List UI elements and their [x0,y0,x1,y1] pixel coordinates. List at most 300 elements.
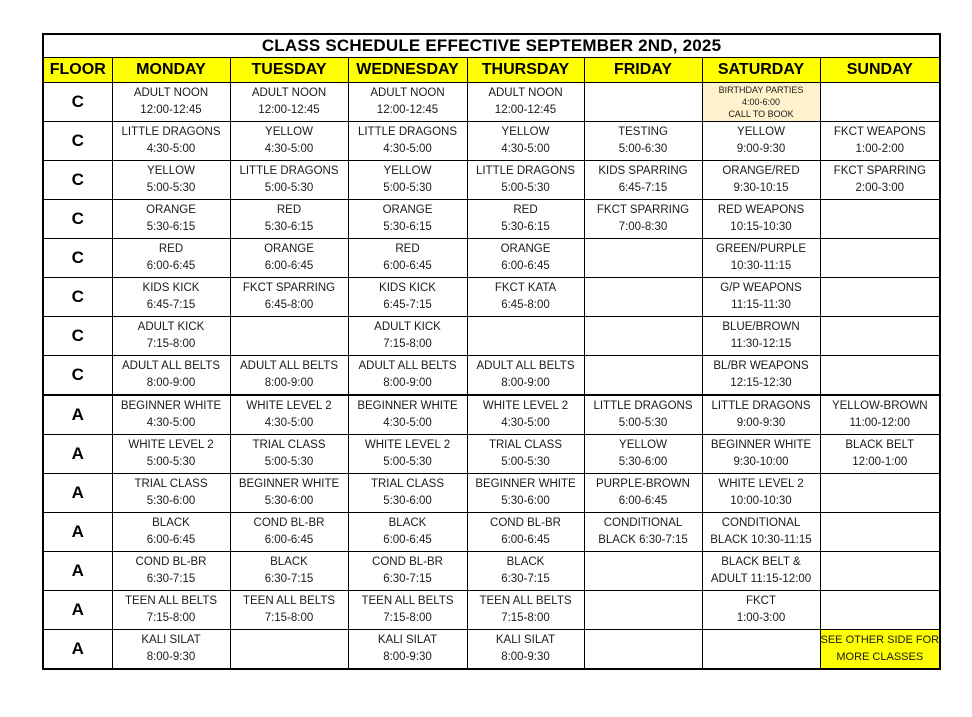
class-detail: 8:00-9:00 [383,377,432,389]
class-detail: 5:00-5:30 [618,417,668,429]
class-detail: 6:00-6:45 [146,534,196,546]
class-cell-friday [584,591,702,630]
class-name: BLACK [152,517,190,529]
class-name: CONDITIONAL [603,517,683,529]
header-thursday: THURSDAY [467,58,584,83]
schedule-row [43,200,940,239]
class-name: SEE OTHER SIDE FOR [820,634,940,646]
class-cell-sunday [820,161,940,200]
class-name: G/P WEAPONS [720,282,802,294]
class-cell-wednesday [348,83,467,122]
class-cell-sunday [820,83,940,122]
class-name: BLACK [388,517,427,529]
class-cell-thursday [467,474,584,513]
class-cell-friday [584,356,702,396]
class-name: TEEN ALL BELTS [124,595,218,607]
class-cell-monday [112,591,230,630]
class-cell-tuesday [230,161,348,200]
class-name: TESTING [618,126,668,138]
class-cell-monday [112,435,230,474]
class-cell-monday [112,513,230,552]
class-cell-sunday [820,591,940,630]
class-cell-saturday [702,395,820,435]
class-name: COND BL-BR [372,556,443,568]
class-cell-thursday [467,317,584,356]
class-cell-sunday [820,474,940,513]
class-cell-wednesday [348,435,467,474]
floor-cell: A [43,435,112,474]
class-detail: 9:00-9:30 [736,417,786,429]
class-name: BLACK BELT & [721,556,801,568]
class-detail: 6:45-7:15 [383,299,432,311]
class-cell-wednesday [348,278,467,317]
class-detail: 10:00-10:30 [730,495,792,507]
class-name: TRIAL CLASS [370,478,445,490]
class-cell-friday [584,474,702,513]
class-cell-sunday [820,239,940,278]
class-cell-tuesday [230,278,348,317]
class-name: TEEN ALL BELTS [242,595,336,607]
class-detail: 5:30-6:00 [383,495,432,507]
class-name: TEEN ALL BELTS [479,595,572,607]
schedule-row [43,513,940,552]
class-name: RED [158,243,184,255]
class-detail: 5:30-6:00 [264,495,314,507]
class-cell-saturday [702,317,820,356]
class-cell-sunday [820,122,940,161]
class-detail: 6:00-6:45 [264,534,314,546]
class-detail: BLACK 6:30-7:15 [598,534,688,546]
class-detail: 9:30-10:00 [733,456,789,468]
class-detail: 7:15-8:00 [146,612,196,624]
header-friday: FRIDAY [584,58,702,83]
class-cell-tuesday [230,552,348,591]
class-cell-monday [112,83,230,122]
schedule-row [43,435,940,474]
class-name: LITTLE DRAGONS [239,165,339,177]
floor-cell: C [43,200,112,239]
class-cell-monday [112,552,230,591]
class-detail: MORE CLASSES [836,651,924,663]
class-name: TRIAL CLASS [488,439,563,451]
class-name: PURPLE-BROWN [596,478,690,490]
class-detail: 5:00-5:30 [264,456,314,468]
class-cell-saturday [702,161,820,200]
class-cell-saturday [702,200,820,239]
class-detail: 11:30-12:15 [730,338,792,350]
floor-cell: A [43,513,112,552]
header-sunday: SUNDAY [820,58,940,83]
class-cell-tuesday [230,83,348,122]
class-detail: 6:45-8:00 [264,299,314,311]
class-detail: 5:00-5:30 [383,456,432,468]
class-detail: 8:00-9:30 [501,651,550,663]
floor-cell: C [43,239,112,278]
class-name: ORANGE [500,243,551,255]
schedule-row [43,122,940,161]
class-cell-thursday [467,435,584,474]
class-cell-friday [584,395,702,435]
class-cell-wednesday [348,630,467,670]
class-cell-saturday [702,435,820,474]
class-detail: 6:45-8:00 [501,299,550,311]
class-cell-thursday [467,122,584,161]
class-cell-wednesday [348,474,467,513]
class-name: ADULT KICK [137,321,205,333]
class-cell-tuesday [230,591,348,630]
class-cell-saturday [702,513,820,552]
class-detail: 5:30-6:15 [264,221,314,233]
class-cell-saturday [702,474,820,513]
class-name: ADULT NOON [370,87,445,99]
class-detail: 7:00-8:30 [618,221,668,233]
class-cell-monday [112,161,230,200]
class-detail: 8:00-9:00 [264,377,314,389]
class-detail: 4:30-5:00 [264,417,314,429]
class-cell-tuesday [230,317,348,356]
class-cell-saturday [702,630,820,670]
class-name: WHITE LEVEL 2 [364,439,451,451]
class-name: FKCT SPARRING [833,165,926,177]
class-detail: 12:00-12:45 [258,104,320,116]
class-name: ADULT NOON [133,87,209,99]
class-name: ADULT ALL BELTS [476,360,575,372]
class-cell-wednesday [348,239,467,278]
class-name: YELLOW [737,126,785,138]
class-name: YELLOW [265,126,313,138]
class-name: BEGINNER WHITE [357,400,458,412]
class-detail: 12:15-12:30 [730,377,792,389]
class-name: ORANGE [382,204,433,216]
class-detail: 6:30-7:15 [146,573,196,585]
class-name: FKCT SPARRING [242,282,336,294]
class-detail: 4:30-5:00 [264,143,314,155]
class-name: LITTLE DRAGONS [475,165,576,177]
class-detail: 4:30-5:00 [383,417,432,429]
class-cell-friday [584,630,702,670]
class-cell-wednesday [348,395,467,435]
class-detail: 6:45-7:15 [618,182,668,194]
class-cell-sunday [820,395,940,435]
class-name: WHITE LEVEL 2 [718,478,804,490]
class-name: TRIAL CLASS [252,439,326,451]
class-name: YELLOW [383,165,432,177]
class-detail: 2:00-3:00 [855,182,905,194]
class-detail: 4:00-6:00 [741,97,781,107]
class-name: LITTLE DRAGONS [121,126,221,138]
class-name: COND BL-BR [135,556,207,568]
class-name: KIDS SPARRING [598,165,688,177]
floor-cell: C [43,317,112,356]
class-detail: 8:00-9:00 [146,377,196,389]
class-name: LITTLE DRAGONS [711,400,811,412]
class-cell-saturday [702,591,820,630]
class-name: COND BL-BR [253,517,325,529]
class-cell-friday [584,239,702,278]
class-name: BLUE/BROWN [722,321,800,333]
class-detail: 9:00-9:30 [736,143,786,155]
schedule-row [43,474,940,513]
class-detail: 4:30-5:00 [146,417,196,429]
class-cell-thursday [467,356,584,396]
class-cell-tuesday [230,356,348,396]
class-detail: 10:30-11:15 [730,260,792,272]
class-detail: 7:15-8:00 [383,338,432,350]
class-name: WHITE LEVEL 2 [246,400,332,412]
class-name: YELLOW [501,126,550,138]
class-name: ORANGE [264,243,314,255]
class-name: ADULT ALL BELTS [239,360,338,372]
class-name: BEGINNER WHITE [238,478,340,490]
class-cell-sunday [820,317,940,356]
class-name: YELLOW [619,439,667,451]
class-cell-sunday [820,552,940,591]
floor-cell: A [43,395,112,435]
class-detail: 5:30-6:15 [501,221,550,233]
class-name: KIDS KICK [142,282,200,294]
class-cell-tuesday [230,395,348,435]
class-name: KALI SILAT [377,634,438,646]
class-cell-wednesday [348,356,467,396]
class-cell-saturday [702,239,820,278]
class-detail: 10:15-10:30 [730,221,792,233]
class-cell-tuesday [230,122,348,161]
schedule-row [43,630,940,670]
class-name: BLACK [270,556,308,568]
class-name: LITTLE DRAGONS [357,126,458,138]
class-cell-monday [112,239,230,278]
class-name: FKCT [745,595,777,607]
class-name: YELLOW-BROWN [831,400,928,412]
class-detail: 6:00-6:45 [264,260,314,272]
floor-cell: C [43,356,112,396]
class-cell-monday [112,317,230,356]
class-cell-tuesday [230,239,348,278]
class-detail: 6:30-7:15 [264,573,314,585]
class-cell-thursday [467,552,584,591]
class-name: ORANGE/RED [722,165,800,177]
class-detail: 1:00-2:00 [855,143,905,155]
class-detail: 5:30-6:00 [501,495,550,507]
class-detail: 12:00-1:00 [852,456,908,468]
floor-cell: A [43,630,112,670]
class-cell-tuesday [230,200,348,239]
class-name: KALI SILAT [141,634,201,646]
class-name: COND BL-BR [490,517,561,529]
class-name: ADULT NOON [488,87,563,99]
class-name: KALI SILAT [495,634,556,646]
class-cell-friday [584,122,702,161]
class-detail: 11:00-12:00 [849,417,911,429]
floor-cell: A [43,474,112,513]
class-schedule-table [42,33,941,670]
class-name: RED [276,204,302,216]
class-name: ORANGE [146,204,196,216]
class-detail: 5:00-6:30 [618,143,668,155]
class-name: RED [513,204,538,216]
class-detail: 1:00-3:00 [736,612,786,624]
class-cell-thursday [467,395,584,435]
header-wednesday: WEDNESDAY [348,58,467,83]
class-name: FKCT KATA [494,282,557,294]
class-detail: 8:00-9:00 [501,377,550,389]
class-cell-tuesday [230,474,348,513]
class-cell-friday [584,83,702,122]
class-cell-friday [584,161,702,200]
class-detail: 6:30-7:15 [383,573,432,585]
schedule-row [43,278,940,317]
floor-cell: C [43,83,112,122]
class-name: RED WEAPONS [717,204,805,216]
class-detail: 5:30-6:15 [146,221,196,233]
class-cell-tuesday [230,630,348,670]
header-floor: FLOOR [43,58,112,83]
class-cell-sunday [820,278,940,317]
class-cell-sunday [820,435,940,474]
floor-cell: C [43,122,112,161]
class-detail: 5:00-5:30 [501,182,550,194]
class-cell-saturday [702,83,820,122]
class-cell-monday [112,474,230,513]
header-row [43,58,940,83]
class-cell-thursday [467,161,584,200]
class-detail: 4:30-5:00 [146,143,196,155]
class-name: BEGINNER WHITE [710,439,812,451]
class-cell-monday [112,356,230,396]
class-detail: ADULT 11:15-12:00 [710,573,812,585]
class-name: WHITE LEVEL 2 [128,439,214,451]
class-detail: 6:00-6:45 [618,495,668,507]
class-name: ADULT NOON [251,87,327,99]
class-detail: 8:00-9:30 [146,651,196,663]
class-detail: 4:30-5:00 [501,417,550,429]
class-cell-tuesday [230,513,348,552]
class-detail: 11:15-11:30 [731,299,791,311]
class-detail: CALL TO BOOK [728,109,794,119]
class-detail: 4:30-5:00 [383,143,432,155]
class-cell-sunday [820,630,940,670]
floor-cell: C [43,161,112,200]
class-name: FKCT WEAPONS [833,126,926,138]
class-cell-monday [112,200,230,239]
schedule-row [43,161,940,200]
class-cell-friday [584,200,702,239]
class-name: BLACK BELT [845,439,915,451]
class-cell-friday [584,317,702,356]
class-cell-thursday [467,630,584,670]
schedule-row [43,591,940,630]
class-cell-thursday [467,83,584,122]
class-name: YELLOW [147,165,195,177]
class-name: ADULT ALL BELTS [358,360,457,372]
class-cell-thursday [467,591,584,630]
class-cell-sunday [820,200,940,239]
class-cell-thursday [467,239,584,278]
class-name: RED [395,243,420,255]
class-cell-friday [584,278,702,317]
class-cell-thursday [467,513,584,552]
class-name: KIDS KICK [379,282,436,294]
class-cell-thursday [467,200,584,239]
header-monday: MONDAY [112,58,230,83]
class-cell-friday [584,552,702,591]
class-cell-wednesday [348,122,467,161]
class-detail: 5:00-5:30 [146,456,196,468]
class-detail: 9:30-10:15 [733,182,789,194]
class-detail: 6:45-7:15 [146,299,196,311]
class-cell-saturday [702,552,820,591]
schedule-row [43,552,940,591]
class-cell-thursday [467,278,584,317]
class-detail: 6:00-6:45 [146,260,196,272]
class-detail: 12:00-12:45 [494,104,557,116]
class-cell-monday [112,122,230,161]
class-detail: 5:30-6:00 [618,456,668,468]
class-name: CONDITIONAL [721,517,801,529]
schedule-row [43,395,940,435]
class-name: TRIAL CLASS [134,478,208,490]
class-name: WHITE LEVEL 2 [482,400,569,412]
floor-cell: C [43,278,112,317]
title-row [43,34,940,58]
class-cell-friday [584,435,702,474]
class-cell-wednesday [348,513,467,552]
class-name: BL/BR WEAPONS [713,360,809,372]
class-detail: 5:00-5:30 [264,182,314,194]
class-detail: 8:00-9:30 [383,651,432,663]
class-name: BIRTHDAY PARTIES [718,85,804,95]
class-detail: 12:00-12:45 [140,104,202,116]
schedule-row [43,356,940,396]
class-detail: 6:00-6:45 [383,534,432,546]
class-name: LITTLE DRAGONS [593,400,693,412]
class-detail: 7:15-8:00 [264,612,314,624]
header-tuesday: TUESDAY [230,58,348,83]
floor-cell: A [43,591,112,630]
class-detail: 5:30-6:15 [383,221,432,233]
class-name: BEGINNER WHITE [120,400,222,412]
schedule-row [43,239,940,278]
class-detail: 7:15-8:00 [501,612,550,624]
class-detail: BLACK 10:30-11:15 [710,534,812,546]
class-detail: 5:00-5:30 [383,182,432,194]
class-cell-wednesday [348,552,467,591]
class-cell-wednesday [348,591,467,630]
class-name: GREEN/PURPLE [715,243,807,255]
class-cell-wednesday [348,317,467,356]
class-detail: 7:15-8:00 [146,338,196,350]
schedule-row [43,83,940,122]
schedule-title: CLASS SCHEDULE EFFECTIVE SEPTEMBER 2ND, 2025 [43,34,940,58]
class-detail: 5:00-5:30 [146,182,196,194]
class-cell-monday [112,395,230,435]
class-cell-sunday [820,513,940,552]
class-name: FKCT SPARRING [596,204,690,216]
class-name: TEEN ALL BELTS [361,595,454,607]
class-detail: 6:00-6:45 [501,534,550,546]
class-detail: 5:00-5:30 [501,456,550,468]
class-cell-wednesday [348,161,467,200]
class-name: BEGINNER WHITE [475,478,576,490]
class-cell-monday [112,278,230,317]
class-detail: 7:15-8:00 [383,612,432,624]
schedule-row [43,317,940,356]
class-cell-monday [112,630,230,670]
class-detail: 5:30-6:00 [146,495,196,507]
class-cell-saturday [702,122,820,161]
class-name: ADULT KICK [374,321,441,333]
class-cell-saturday [702,278,820,317]
